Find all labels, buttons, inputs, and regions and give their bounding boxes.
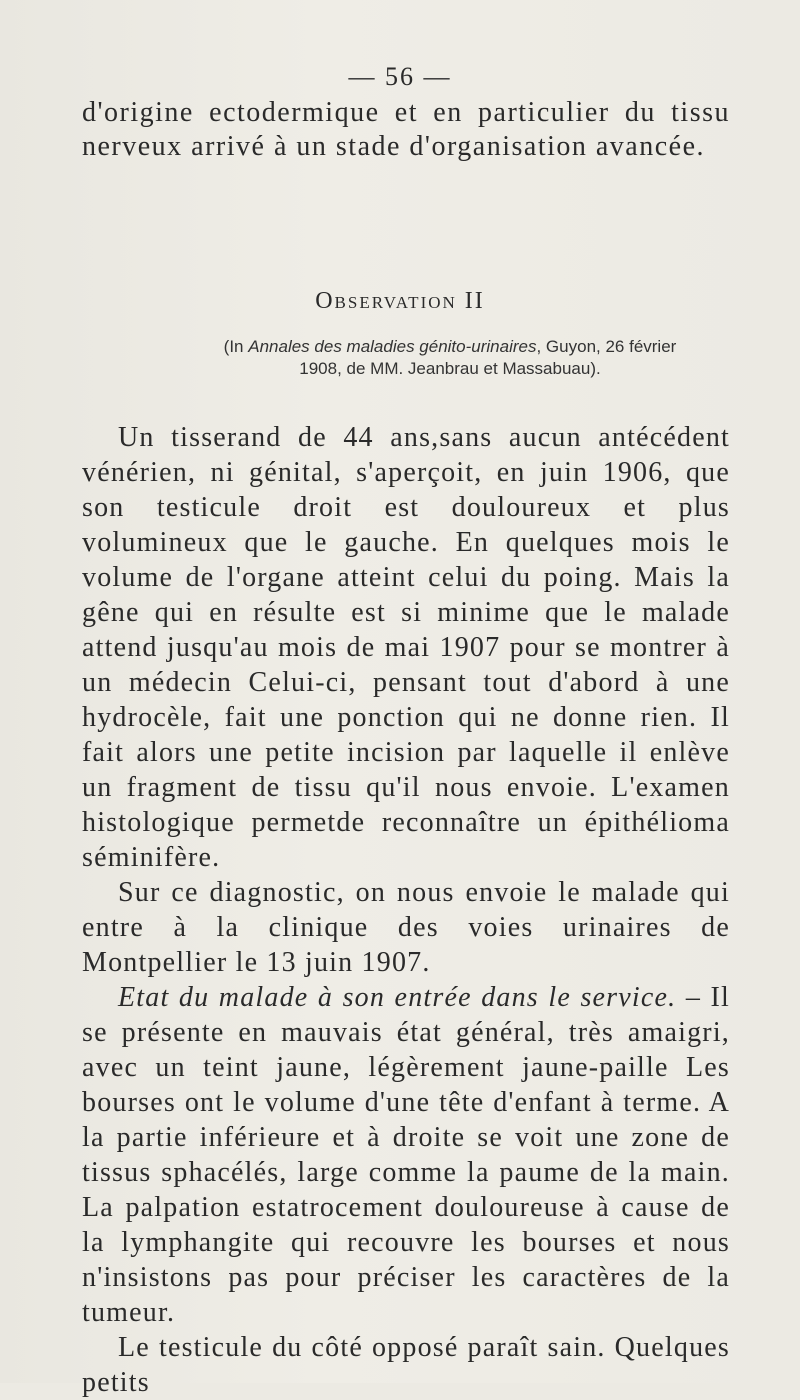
etat-label: Etat du malade à son entrée dans le service. xyxy=(118,982,677,1013)
observation-body xyxy=(82,420,730,1400)
source-journal: Annales des maladies génito-urinaires xyxy=(248,337,537,356)
source-citation xyxy=(210,336,690,380)
source-details: , Guyon, 26 février 1908, de MM. Jeanbrau et Massabuau). xyxy=(299,337,677,378)
observation-heading: Observation II xyxy=(315,288,485,314)
etat-text: – Il se présente en mauvais état général, très amaigri, avec un teint jaune, légèrement jaune-paille Les bourses ont le volume d'une tête d'enfant à terme. A la partie inférieure et à droite se voit une zone de tissus sphacélés, large comme la paume de la main. La palpation estatrocement douloureuse à cause de la lymphangite qui recouvre les bourses et nous n'insistons pas pour préciser les caractères de la tumeur. xyxy=(82,982,730,1328)
page-number: — 56 — xyxy=(348,62,452,91)
paragraph-last: Le testicule du côté opposé paraît sain. Quelques petits xyxy=(82,1332,730,1398)
paragraph-diagnosis: Sur ce diagnostic, on nous envoie le malade qui entre à la clinique des voies urinaires de Montpellier le 13 juin 1907. xyxy=(82,877,730,978)
intro-paragraph: d'origine ectodermique et en particulier du tissu nerveux arrivé à un stade d'organisation avancée. xyxy=(82,97,730,162)
paragraph-etat xyxy=(82,980,730,1330)
paragraph-history: Un tisserand de 44 ans,sans aucun antécédent vénérien, ni génital, s'aperçoit, en juin 1906, que son testicule droit est douloureux et plus volumineux que le gauche. En quelques mois le volume de l'organe atteint celui du poing. Mais la gêne qui en résulte est si minime que le malade attend jusqu'au mois de mai 1907 pour se montrer à un médecin Celui-ci, pensant tout d'abord à une hydrocèle, fait une ponction qui ne donne rien. Il fait alors une petite incision par laquelle il enlève un fragment de tissu qu'il nous envoie. L'examen histologique permetde reconnaître un épithélioma séminifère. xyxy=(82,422,730,873)
source-in: (In xyxy=(223,337,244,356)
